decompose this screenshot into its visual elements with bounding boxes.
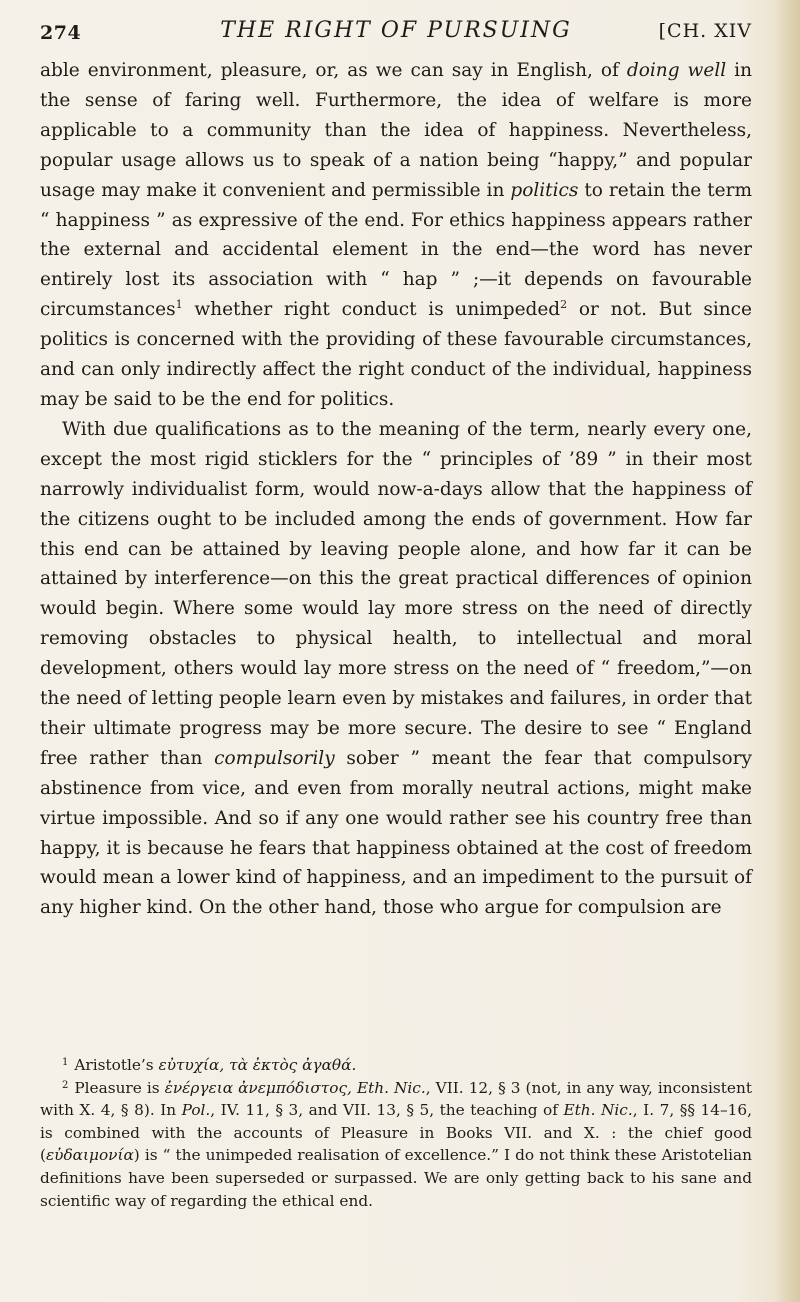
footnote-2-mark: 2 <box>62 1079 69 1091</box>
running-title: THE RIGHT OF PURSUING <box>220 18 572 43</box>
footnote-ref-2: 2 <box>560 298 568 312</box>
footnote-2-text-c: , IV. 11, § 3, and VII. 13, § 5, the teaching of <box>210 1101 564 1120</box>
paragraph-1-emphasis-politics: politics <box>510 179 579 201</box>
footnote-1-greek: εὐτυχία, τὰ ἐκτὸς ἀγαθά. <box>158 1056 357 1074</box>
running-header <box>40 16 752 46</box>
paragraph-1-text-e: or not. But since politics is concerned with the providing of these favourable circumstances, and can only indirectly affect the right conduct of the individual, happiness may be said to be the end for politics. <box>40 299 752 410</box>
footnote-1-mark: 1 <box>62 1057 69 1068</box>
paragraph-2 <box>40 415 752 923</box>
paragraph-1-text-c: to retain the term “ happiness ” as expressive of the end. For ethics happiness appears rather the external and accidental element in the end—the word has never entirely lost its association with “ hap ” ;—it depends on favourable circumstances <box>40 179 752 321</box>
footnote-2-text-d: , I. 7, §§ 14–16, is combined with the accounts of Pleasure in Books VII. and X. : the chief good ( <box>40 1101 752 1165</box>
footnote-1 <box>40 1054 752 1077</box>
footnote-2-text-e: ) is “ the unimpeded realisation of excellence.” I do not think these Aristotelian definitions have been superseded or surpassed. We are only getting back to his sane and scientific way of regarding the ethical end. <box>40 1146 752 1210</box>
footnote-ref-1: 1 <box>175 298 183 312</box>
paragraph-2-text-b: sober ” meant the fear that compulsory abstinence from vice, and even from morally neutral actions, might make virtue impossible. And so if any one would rather see his country free than happy, it is because he fears that happiness obtained at the cost of freedom would mean a lower kind of happiness, and an impediment to the pursuit of any higher kind. On the other hand, those who argue for compulsion are <box>40 747 752 919</box>
footnotes <box>40 1054 752 1212</box>
paragraph-1 <box>40 56 752 415</box>
footnote-2-greek-b: εὐδαιμονία <box>45 1146 134 1165</box>
paragraph-1-text-a: able environment, pleasure, or, as we can say in English, of <box>40 60 627 81</box>
footnote-2 <box>40 1077 752 1213</box>
paragraph-1-text-d: whether right conduct is unimpeded <box>182 299 561 321</box>
footnote-2-citation-eth-a: Eth. Nic. <box>356 1078 426 1097</box>
footnote-1-text: Aristotle’s <box>74 1056 159 1074</box>
footnote-2-text-b: , VII. 12, § 3 (not, in any way, inconsistent with X. 4, § 8). In <box>40 1078 752 1120</box>
paragraph-2-emphasis-compulsorily: compulsorily <box>214 747 335 769</box>
footnote-2-text-a: Pleasure is <box>74 1078 165 1097</box>
page-edge-shadow <box>774 0 800 1302</box>
main-text <box>40 56 752 923</box>
paragraph-1-text-b: in the sense of faring well. Furthermore, the idea of welfare is more applicable to a community than the idea of happiness. Nevertheless, popular usage allows us to speak of a nation being “happy,” and popular usage may make it convenient and permissible in <box>40 60 752 201</box>
footnote-2-citation-eth-b: Eth. Nic. <box>563 1101 633 1120</box>
page-number: 274 <box>40 22 82 44</box>
chapter-label: [CH. XIV <box>658 20 752 42</box>
paragraph-1-emphasis-doing-well: doing well <box>626 60 727 81</box>
paragraph-2-text-a: With due qualifications as to the meaning of the term, nearly every one, except the most rigid sticklers for the “ principles of ’89 ” in their most narrowly individualist form, would now-a-days allow that the happiness of the citizens ought to be included among the ends of government. How far this end can be attained by leaving people alone, and how far it can be attained by interference—on this the great practical differences of opinion would begin. Where some would lay more stress on the need of directly removing obstacles to physical health, to intellectual and moral development, others would lay more stress on the need of “ freedom,”—on the need of letting people learn even by mistakes and failures, in order that their ultimate progress may be more secure. The desire to see “ England free rather than <box>40 418 752 769</box>
footnote-2-greek-a: ἐνέργεια ἀνεμπόδιστος, <box>164 1078 352 1097</box>
footnote-2-citation-pol: Pol. <box>181 1101 211 1120</box>
